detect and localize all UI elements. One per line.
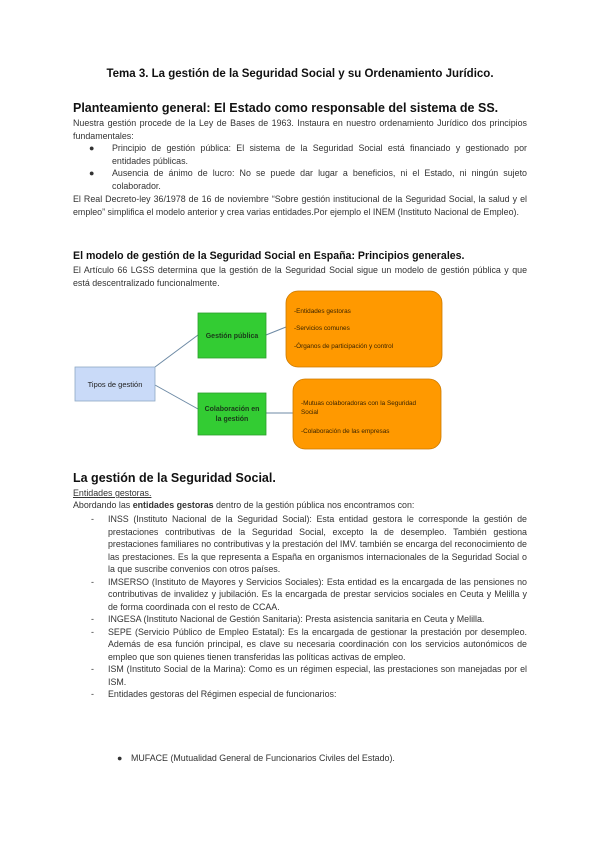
list-item: ● MUFACE (Mutualidad General de Funcionarios Civiles del Estado). [117, 753, 395, 763]
collab-item-line2: Social [301, 409, 319, 416]
paragraph-intro: Nuestra gestión procede de la Ley de Bases de 1963. Instaura en nuestro ordenamiento Jurídico dos principios fundamentales: [73, 118, 527, 141]
list-item: - INSS (Instituto Nacional de la Seguridad Social): Esta entidad gestora le corresponde la gestión de prestaciones contributivas de la Seguridad Social, excepto la de desempleo. También gestiona prestaciones familiares no contributivas y la prestación del IMV. también se encarga del reconocimiento de las prestaciones. Es la que representa a España en organismos internacionales de la Seguridad Social o la que suscribe convenios con otros países. [91, 514, 527, 574]
funcionarios-sublist [115, 752, 527, 765]
collab-node-label-line2: la gestión [215, 416, 249, 423]
bullet-icon: ● [89, 168, 95, 178]
section-heading-model: El modelo de gestión de la Seguridad Social en España: Principios generales. [73, 250, 465, 262]
dash-icon: - [91, 664, 94, 674]
list-item: ● Principio de gestión pública: El sistema de la Seguridad Social está financiado y gestionado por entidades públicas. [89, 143, 527, 166]
dash-icon: - [91, 689, 94, 699]
collab-node-label-line1: Colaboración en [204, 406, 260, 413]
list-item: - IMSERSO (Instituto de Mayores y Servicios Sociales): Esta entidad es la encargada de las pensiones no contributivas de invalidez y jubilación. Es la encargada de prestar servicios sociales en Ceuta y Melilla y de forma coordinada con el resto de CCAA. [91, 576, 527, 612]
public-item: -Entidades gestoras [294, 308, 351, 315]
dash-icon: - [91, 614, 94, 624]
dash-icon: - [91, 576, 94, 587]
dash-icon: - [91, 626, 94, 637]
list-item: - ISM (Instituto Social de la Marina): Como es un régimen especial, las prestaciones son manejadas por el ISM. [91, 664, 527, 687]
dash-icon: - [91, 514, 94, 524]
public-node-label: Gestión pública [205, 333, 259, 340]
bullet-icon: ● [89, 143, 95, 153]
paragraph-article66: El Artículo 66 LGSS determina que la gestión de la Seguridad Social sigue un modelo de gestión pública y que está descentralizado funcionalmente. [73, 265, 527, 288]
paragraph-entidades-intro: Abordando las entidades gestoras dentro de la gestión pública nos encontramos con: [73, 500, 415, 510]
list-item: ● Ausencia de ánimo de lucro: No se puede dar lugar a beneficios, ni el Estado, ni ningún sujeto colaborador. [89, 168, 527, 191]
principles-list [83, 142, 527, 192]
list-item: - Entidades gestoras del Régimen especial de funcionarios: [91, 689, 337, 699]
collab-item-line1: -Mutuas colaboradoras con la Seguridad [301, 400, 417, 407]
collab-item: -Colaboración de las empresas [301, 428, 390, 435]
page-title: Tema 3. La gestión de la Seguridad Social y su Ordenamiento Jurídico. [106, 68, 494, 80]
entidades-list [93, 513, 527, 701]
collab-node [198, 393, 266, 435]
subheading-entidades: Entidades gestoras. [73, 488, 152, 498]
public-item: -Órganos de participación y control [294, 343, 394, 350]
connector-public-items [266, 327, 286, 335]
connector-collab [155, 385, 198, 409]
list-item: - INGESA (Instituto Nacional de Gestión Sanitaria): Presta asistencia sanitaria en Ceuta y Melilla. [91, 614, 485, 624]
root-node-label: Tipos de gestión [87, 380, 143, 389]
section-heading-general: Planteamiento general: El Estado como responsable del sistema de SS. [73, 101, 499, 115]
public-item: -Servicios comunes [294, 325, 350, 332]
section-heading-gestion: La gestión de la Seguridad Social. [73, 471, 276, 485]
management-types-diagram [0, 285, 600, 465]
list-item: - SEPE (Servicio Público de Empleo Estatal): Es la encargada de gestionar la prestación por desempleo. Además de esa función principal, es clave su necesaria coordinación con los servicios autonómicos de empleo que son quienes tienen transferidas las políticas activas de empleo. [91, 626, 527, 662]
paragraph-decree: El Real Decreto-ley 36/1978 de 16 de noviembre “Sobre gestión institucional de la Seguridad Social, la salud y el empleo” simplifica el modelo anterior y crea varias entidades.Por ejemplo el INEM (Instituto Nacional de Empleo). [73, 194, 527, 217]
connector-public [155, 335, 198, 367]
bullet-icon: ● [117, 753, 123, 763]
